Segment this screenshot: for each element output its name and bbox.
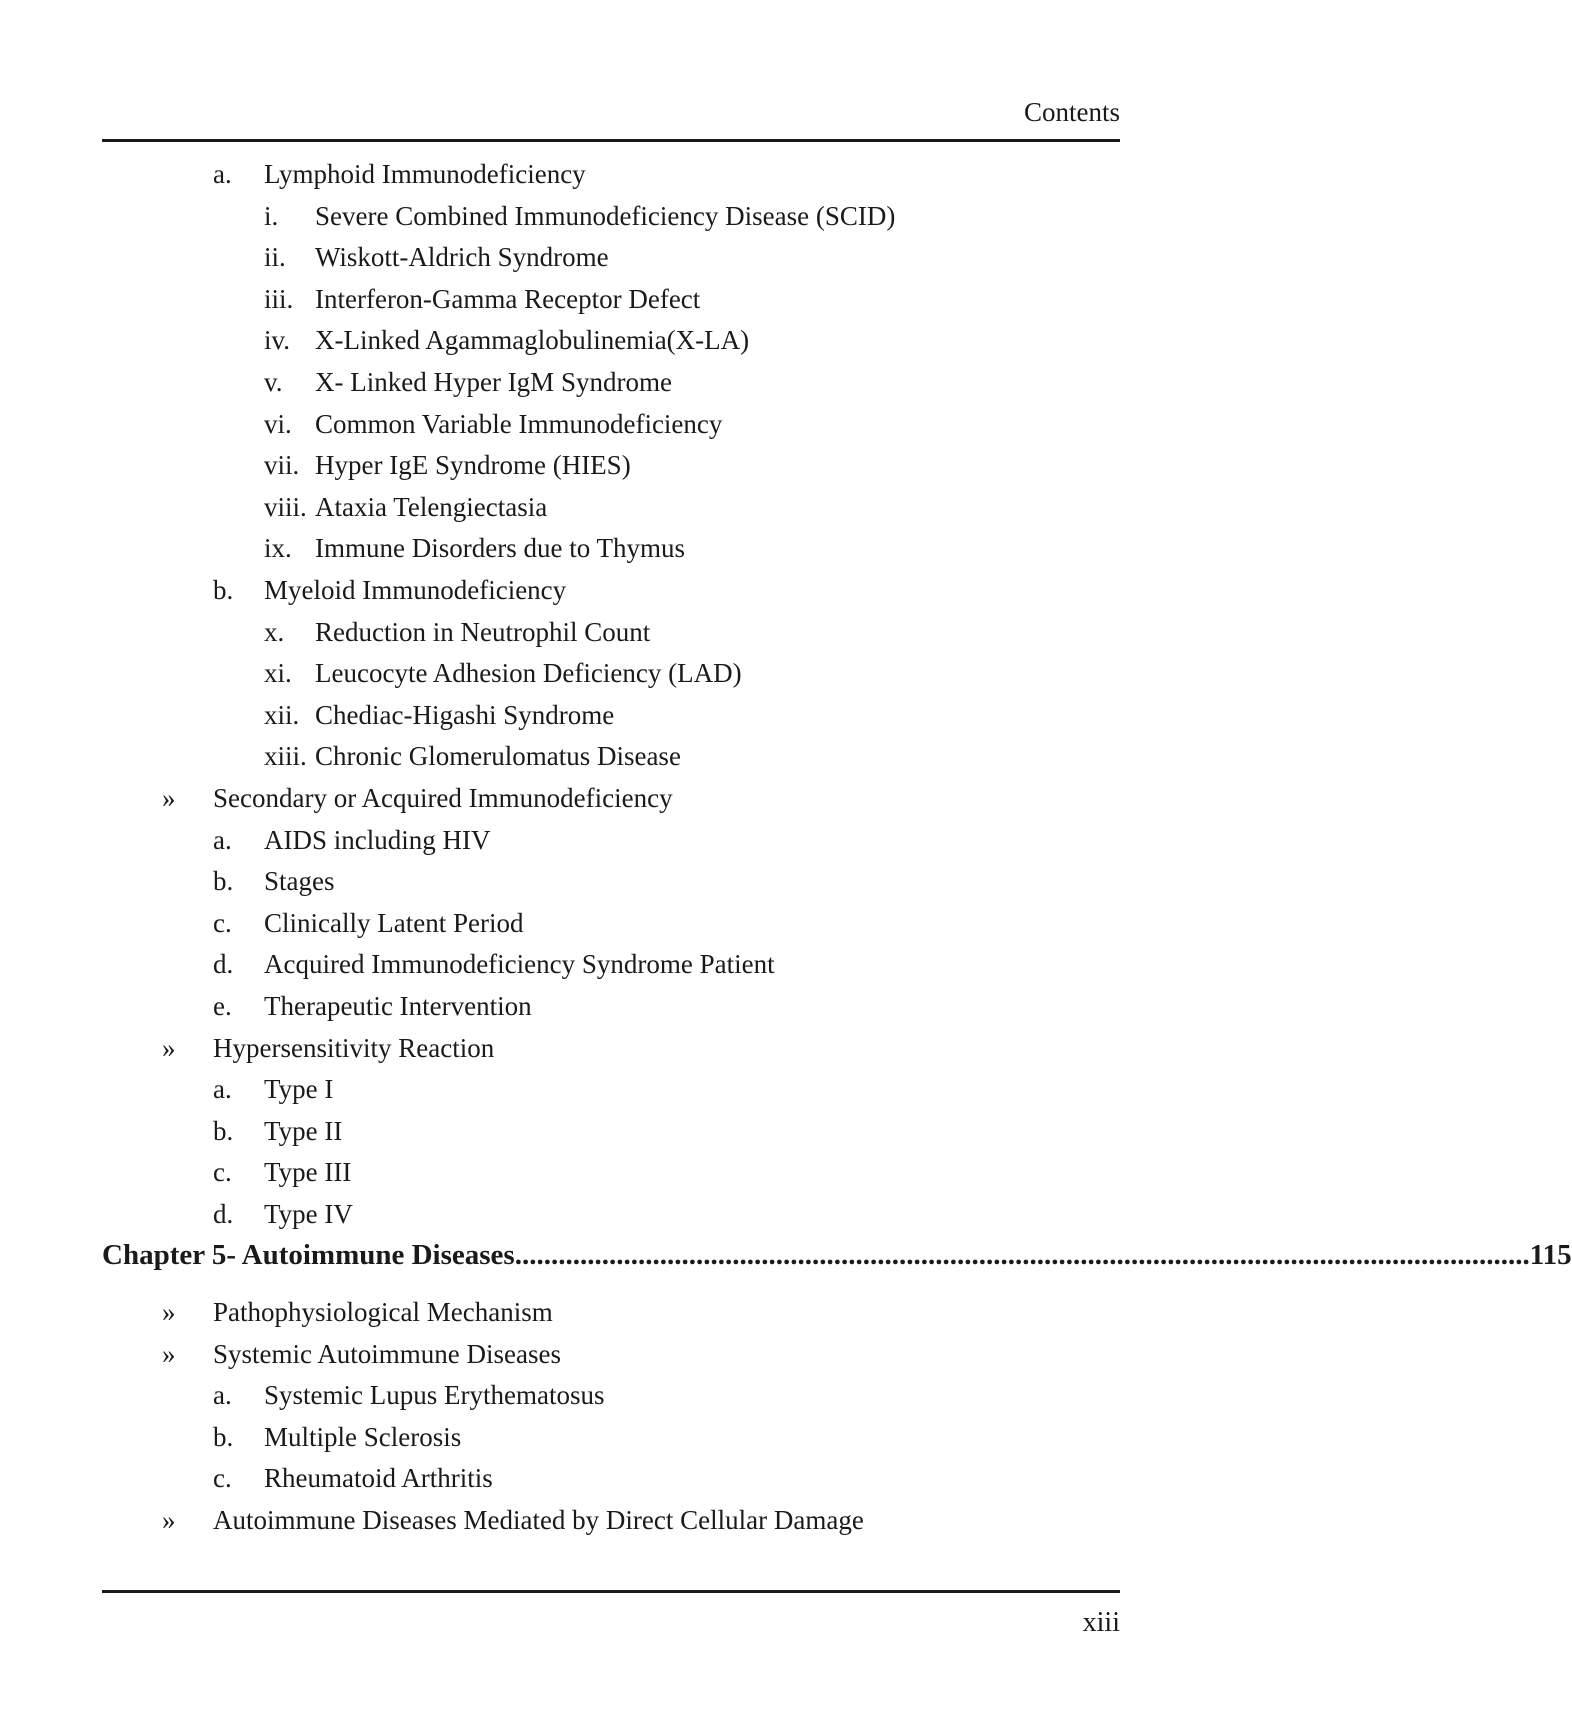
entry-marker: c. [213, 907, 232, 938]
entry-text: Common Variable Immunodeficiency [315, 408, 723, 439]
toc-entry[interactable] [0, 1379, 1214, 1411]
entry-marker: c. [213, 1463, 232, 1494]
entry-text: Type II [264, 1115, 343, 1146]
toc-entry[interactable] [0, 1296, 1214, 1328]
entry-text: Lymphoid Immunodeficiency [264, 159, 586, 189]
entry-text: Immune Disorders due to Thymus [315, 533, 685, 564]
entry-text: Interferon-Gamma Receptor Defect [315, 283, 701, 314]
toc-entry[interactable] [0, 782, 1214, 814]
toc-entry[interactable] [0, 1504, 1214, 1536]
toc-entry[interactable] [0, 740, 1214, 772]
entry-marker: a. [213, 824, 232, 855]
entry-text: Secondary or Acquired Immunodeficiency [213, 783, 673, 813]
toc-entry[interactable] [0, 1073, 1214, 1105]
entry-text: Ataxia Telengiectasia [315, 491, 548, 522]
toc-entry[interactable] [0, 824, 1214, 856]
entry-marker: xii. [264, 699, 300, 730]
entry-marker: c. [213, 1157, 232, 1188]
toc-entry[interactable] [0, 616, 1214, 648]
entry-text: Systemic Autoimmune Diseases [213, 1338, 561, 1369]
entry-text: Reduction in Neutrophil Count [315, 616, 651, 647]
toc-entry[interactable] [0, 449, 1214, 481]
bullet-marker: » [162, 783, 176, 813]
entry-marker: b. [213, 1421, 234, 1452]
toc-entry[interactable] [0, 1462, 1214, 1494]
bullet-marker: » [162, 1505, 176, 1535]
chapter-leader-dots: ............................................................................................................................................ [514, 1239, 1530, 1271]
entry-marker: d. [213, 949, 234, 980]
toc-entry[interactable] [0, 574, 1214, 606]
entry-text: Systemic Lupus Erythematosus [264, 1380, 605, 1411]
entry-marker: a. [213, 159, 232, 189]
entry-text: Type III [264, 1157, 352, 1188]
toc-entry[interactable] [0, 241, 1214, 273]
running-head: Contents [1023, 97, 1120, 127]
entry-marker: xi. [264, 658, 292, 689]
entry-text: X- Linked Hyper IgM Syndrome [315, 367, 672, 397]
toc-entry[interactable] [0, 657, 1214, 689]
toc-entry[interactable] [0, 324, 1214, 356]
entry-text: Acquired Immunodeficiency Syndrome Patient [264, 949, 775, 980]
entry-marker: iv. [264, 325, 290, 356]
entry-marker: ix. [264, 533, 292, 564]
toc-entry[interactable] [0, 1156, 1214, 1188]
entry-text: Stages [264, 866, 335, 897]
toc-entry[interactable] [0, 408, 1214, 440]
bottom-rule [102, 1590, 1120, 1593]
toc-entry[interactable] [0, 1338, 1214, 1370]
entry-text: Hyper IgE Syndrome (HIES) [315, 450, 631, 481]
toc-entry[interactable] [0, 158, 1214, 190]
entry-marker: a. [213, 1074, 232, 1105]
entry-text: Chediac-Higashi Syndrome [315, 699, 615, 730]
entry-marker: i. [264, 200, 279, 231]
toc-entry[interactable] [0, 948, 1214, 980]
entry-text: Myeloid Immunodeficiency [264, 575, 567, 605]
entry-marker: b. [213, 575, 234, 605]
bullet-marker: » [162, 1032, 176, 1063]
entry-text: Type IV [264, 1199, 353, 1229]
chapter-heading[interactable] [102, 1238, 1572, 1272]
toc-entry[interactable] [0, 1115, 1214, 1147]
entry-text: Therapeutic Intervention [264, 991, 532, 1021]
toc-entry[interactable] [0, 990, 1214, 1022]
toc-entry[interactable] [0, 283, 1214, 315]
entry-text: Rheumatoid Arthritis [264, 1463, 493, 1494]
entry-text: Wiskott-Aldrich Syndrome [315, 242, 609, 273]
bullet-marker: » [162, 1297, 176, 1327]
entry-marker: e. [213, 991, 232, 1021]
entry-marker: xiii. [264, 741, 307, 772]
toc-entry[interactable] [0, 1032, 1214, 1064]
chapter-page-number: 115 [1529, 1239, 1572, 1271]
chapter-title: Chapter 5- Autoimmune Diseases [102, 1239, 515, 1271]
entry-text: Multiple Sclerosis [264, 1421, 462, 1452]
entry-marker: b. [213, 866, 234, 897]
entry-text: Clinically Latent Period [264, 907, 524, 938]
entry-marker: d. [213, 1199, 234, 1229]
toc-entry[interactable] [0, 1421, 1214, 1453]
entry-text: AIDS including HIV [264, 824, 491, 855]
entry-marker: ii. [264, 242, 286, 273]
entry-marker: v. [264, 367, 283, 397]
entry-marker: b. [213, 1115, 234, 1146]
page-number: xiii [1082, 1607, 1120, 1638]
toc-entry[interactable] [0, 699, 1214, 731]
toc-entry[interactable] [0, 200, 1214, 232]
toc-entry[interactable] [0, 865, 1214, 897]
toc-entry[interactable] [0, 366, 1214, 398]
entry-text: Hypersensitivity Reaction [213, 1032, 495, 1063]
entry-text: Autoimmune Diseases Mediated by Direct Cellular Damage [213, 1505, 864, 1535]
bullet-marker: » [162, 1338, 176, 1369]
toc-entry[interactable] [0, 907, 1214, 939]
entry-text: Pathophysiological Mechanism [213, 1297, 553, 1327]
toc-entry[interactable] [0, 491, 1214, 523]
entry-text: Chronic Glomerulomatus Disease [315, 741, 681, 772]
entry-text: Severe Combined Immunodeficiency Disease (SCID) [315, 200, 896, 231]
entry-marker: iii. [264, 283, 294, 314]
toc-entry[interactable] [0, 1198, 1214, 1230]
entry-marker: x. [264, 616, 285, 647]
entry-text: Type I [264, 1074, 334, 1105]
entry-marker: a. [213, 1380, 232, 1411]
entry-text: Leucocyte Adhesion Deficiency (LAD) [315, 658, 742, 689]
toc-entry[interactable] [0, 532, 1214, 564]
entry-marker: vii. [264, 450, 300, 481]
entry-marker: viii. [264, 491, 307, 522]
entry-marker: vi. [264, 408, 292, 439]
entry-text: X-Linked Agammaglobulinemia(X-LA) [315, 325, 750, 356]
